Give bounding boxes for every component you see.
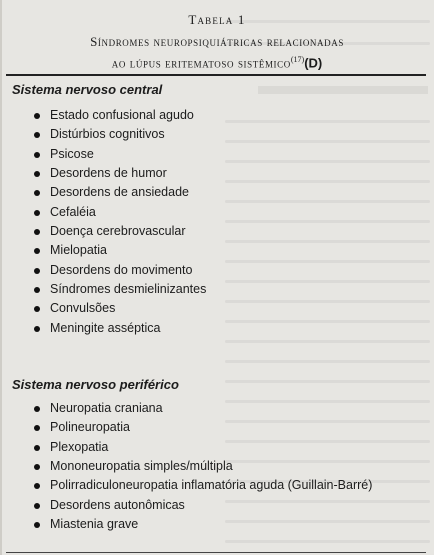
bullet-icon (34, 445, 40, 451)
page-edge (0, 0, 2, 555)
list-item (34, 280, 206, 299)
reference-superscript: (17) (290, 55, 305, 64)
list-item (34, 515, 372, 534)
bullet-icon (34, 425, 40, 431)
list-item (34, 299, 206, 318)
list-item (34, 164, 206, 183)
list-item-text: Polineuropatia (50, 420, 130, 435)
list-item (34, 319, 206, 338)
list-item (34, 106, 206, 125)
list-item-text: Cefaléia (50, 204, 96, 219)
bullet-icon (34, 287, 40, 293)
bullet-icon (34, 190, 40, 196)
list-item-text: Neuropatia craniana (50, 401, 163, 415)
list-item (34, 183, 206, 202)
bullet-icon (34, 464, 40, 470)
caption-line-2-text: ao lúpus eritematoso sistêmico (111, 55, 291, 71)
list-item-text: Estado confusional agudo (50, 108, 194, 122)
table-caption (0, 33, 434, 72)
bullet-icon (34, 522, 40, 528)
list-item (34, 438, 372, 457)
central-list (34, 106, 206, 338)
bullet-icon (34, 483, 40, 489)
list-item-text: Meningite asséptica (50, 320, 161, 335)
bullet-icon (34, 406, 40, 412)
table-title (0, 12, 434, 72)
list-item-text: Plexopatia (50, 439, 109, 454)
list-item-text: Distúrbios cognitivos (50, 127, 165, 142)
bullet-icon (34, 210, 40, 216)
bullet-icon (34, 152, 40, 158)
list-item (34, 145, 206, 164)
list-item (34, 261, 206, 280)
list-item-text: Síndromes desmielinizantes (50, 282, 207, 297)
list-item-text: Convulsões (50, 301, 116, 316)
list-item-text: Desordens de humor (50, 166, 167, 181)
list-item-text: Mielopatia (50, 243, 107, 258)
list-item-text: Desordens de ansiedade (50, 185, 189, 200)
list-item (34, 241, 206, 260)
caption-line-1: Síndromes neuropsiquiátricas relacionadas (90, 34, 344, 49)
list-item-text: Polirradiculoneuropatia inflamatória aguda (Guillain-Barré) (50, 478, 373, 493)
bullet-icon (34, 503, 40, 509)
bullet-icon (34, 229, 40, 235)
evidence-marker: (D) (304, 55, 323, 71)
list-item-text: Mononeuropatia simples/múltipla (50, 459, 233, 474)
bullet-icon (34, 113, 40, 119)
section-heading-peripheral: Sistema nervoso periférico (12, 377, 179, 392)
table-top-rule (6, 74, 426, 76)
bullet-icon (34, 268, 40, 274)
bullet-icon (34, 306, 40, 312)
section-heading-central: Sistema nervoso central (12, 82, 163, 97)
table-bottom-rule (6, 552, 426, 553)
bullet-icon (34, 326, 40, 332)
list-item (34, 457, 372, 476)
table-label: Tabela 1 (188, 12, 246, 27)
list-item-text: Desordens autonômicas (50, 497, 185, 512)
list-item-text: Desordens do movimento (50, 262, 193, 277)
bullet-icon (34, 248, 40, 254)
list-item (34, 399, 372, 418)
bullet-icon (34, 132, 40, 138)
list-item (34, 496, 372, 515)
peripheral-list (34, 399, 372, 534)
bullet-icon (34, 171, 40, 177)
caption-line-2 (0, 51, 434, 72)
list-item-text: Miastenia grave (50, 517, 139, 532)
list-item-text: Psicose (50, 146, 94, 161)
list-item (34, 125, 206, 144)
list-item (34, 476, 372, 495)
list-item (34, 418, 372, 437)
list-item-text: Doença cerebrovascular (50, 224, 186, 239)
list-item (34, 222, 206, 241)
list-item (34, 203, 206, 222)
